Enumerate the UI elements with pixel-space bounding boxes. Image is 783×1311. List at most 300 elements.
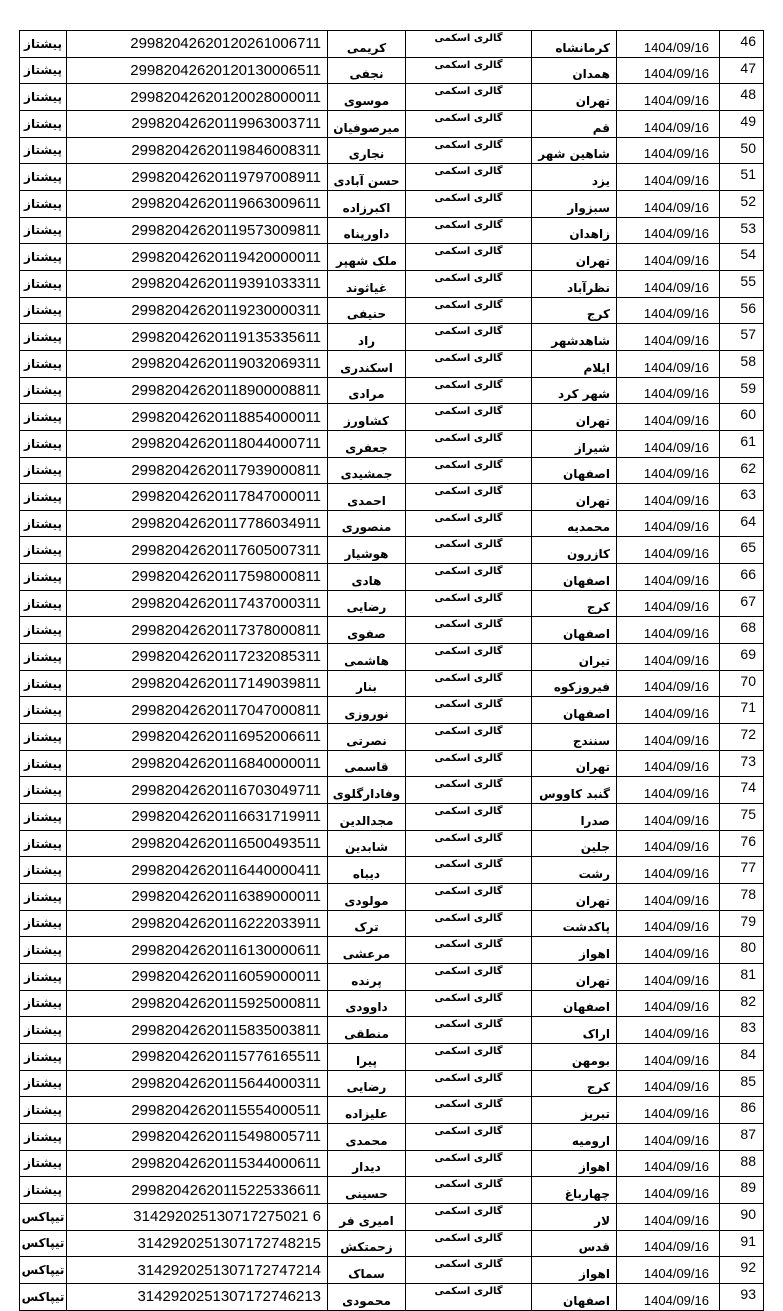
- tracking-number-cell: 29982042620119032069311: [67, 350, 328, 377]
- courier-cell: تیپاکس: [20, 1230, 67, 1257]
- date-cell: 1404/09/16: [617, 457, 720, 484]
- department-cell: گالری اسکمی: [406, 1177, 532, 1204]
- recipient-name-cell: محمدی: [328, 1123, 406, 1150]
- tracking-number-cell: 29982042620116703049711: [67, 777, 328, 804]
- courier-cell: پیشتاز: [20, 724, 67, 751]
- department-cell: گالری اسکمی: [406, 1150, 532, 1177]
- city-cell: تهران: [532, 963, 617, 990]
- department-cell: گالری اسکمی: [406, 457, 532, 484]
- row-number-cell: 50: [720, 137, 764, 164]
- table-row: [20, 750, 764, 777]
- city-cell: شهر کرد: [532, 377, 617, 404]
- tracking-number-cell: 29982042620118854000011: [67, 404, 328, 431]
- recipient-name-cell: مرادی: [328, 377, 406, 404]
- department-cell: گالری اسکمی: [406, 937, 532, 964]
- table-row: [20, 1150, 764, 1177]
- date-cell: 1404/09/16: [617, 1097, 720, 1124]
- recipient-name-cell: زحمتکش: [328, 1230, 406, 1257]
- tracking-number-cell: 29982042620119797008911: [67, 164, 328, 191]
- courier-cell: پیشتاز: [20, 324, 67, 351]
- table-row: [20, 57, 764, 84]
- table-row: [20, 670, 764, 697]
- table-row: [20, 1283, 764, 1310]
- row-number-cell: 54: [720, 244, 764, 271]
- department-cell: گالری اسکمی: [406, 1070, 532, 1097]
- recipient-name-cell: قاسمی: [328, 750, 406, 777]
- date-cell: 1404/09/16: [617, 1123, 720, 1150]
- courier-cell: تیپاکس: [20, 1283, 67, 1310]
- tracking-number-cell: 314292025130717275021 6: [67, 1203, 328, 1230]
- recipient-name-cell: نوروزی: [328, 697, 406, 724]
- courier-cell: پیشتاز: [20, 884, 67, 911]
- date-cell: 1404/09/16: [617, 430, 720, 457]
- tracking-number-cell: 29982042620116222033911: [67, 910, 328, 937]
- city-cell: اصفهان: [532, 457, 617, 484]
- date-cell: 1404/09/16: [617, 750, 720, 777]
- courier-cell: تیپاکس: [20, 1203, 67, 1230]
- table-row: [20, 617, 764, 644]
- date-cell: 1404/09/16: [617, 484, 720, 511]
- table-row: [20, 84, 764, 111]
- courier-cell: پیشتاز: [20, 297, 67, 324]
- row-number-cell: 61: [720, 430, 764, 457]
- row-number-cell: 55: [720, 270, 764, 297]
- tracking-number-cell: 29982042620116500493511: [67, 830, 328, 857]
- table-row: [20, 244, 764, 271]
- department-cell: گالری اسکمی: [406, 537, 532, 564]
- courier-cell: پیشتاز: [20, 990, 67, 1017]
- recipient-name-cell: میرصوفیان: [328, 110, 406, 137]
- city-cell: فیروزکوه: [532, 670, 617, 697]
- city-cell: تهران: [532, 884, 617, 911]
- row-number-cell: 68: [720, 617, 764, 644]
- date-cell: 1404/09/16: [617, 644, 720, 671]
- table-row: [20, 430, 764, 457]
- department-cell: گالری اسکمی: [406, 1043, 532, 1070]
- table-row: [20, 270, 764, 297]
- row-number-cell: 62: [720, 457, 764, 484]
- city-cell: تهران: [532, 750, 617, 777]
- table-row: [20, 404, 764, 431]
- row-number-cell: 78: [720, 884, 764, 911]
- tracking-number-cell: 29982042620115498005711: [67, 1123, 328, 1150]
- courier-cell: پیشتاز: [20, 270, 67, 297]
- table-row: [20, 1257, 764, 1284]
- tracking-number-cell: 29982042620120028000011: [67, 84, 328, 111]
- table-row: [20, 164, 764, 191]
- row-number-cell: 88: [720, 1150, 764, 1177]
- tracking-number-cell: 3142920251307172748215: [67, 1230, 328, 1257]
- tracking-number-cell: 29982042620117437000311: [67, 590, 328, 617]
- city-cell: لار: [532, 1203, 617, 1230]
- date-cell: 1404/09/16: [617, 884, 720, 911]
- department-cell: گالری اسکمی: [406, 1017, 532, 1044]
- department-cell: گالری اسکمی: [406, 484, 532, 511]
- recipient-name-cell: امیری فر: [328, 1203, 406, 1230]
- courier-cell: پیشتاز: [20, 777, 67, 804]
- tracking-number-cell: 29982042620119135335611: [67, 324, 328, 351]
- recipient-name-cell: نجاری: [328, 137, 406, 164]
- date-cell: 1404/09/16: [617, 830, 720, 857]
- row-number-cell: 67: [720, 590, 764, 617]
- table-row: [20, 990, 764, 1017]
- city-cell: سنندج: [532, 724, 617, 751]
- row-number-cell: 56: [720, 297, 764, 324]
- table-row: [20, 217, 764, 244]
- date-cell: 1404/09/16: [617, 617, 720, 644]
- recipient-name-cell: موسوی: [328, 84, 406, 111]
- department-cell: گالری اسکمی: [406, 670, 532, 697]
- department-cell: گالری اسکمی: [406, 84, 532, 111]
- courier-cell: پیشتاز: [20, 110, 67, 137]
- department-cell: گالری اسکمی: [406, 590, 532, 617]
- courier-cell: پیشتاز: [20, 484, 67, 511]
- table-row: [20, 804, 764, 831]
- courier-cell: پیشتاز: [20, 830, 67, 857]
- row-number-cell: 64: [720, 510, 764, 537]
- row-number-cell: 66: [720, 564, 764, 591]
- row-number-cell: 60: [720, 404, 764, 431]
- courier-cell: پیشتاز: [20, 537, 67, 564]
- city-cell: یزد: [532, 164, 617, 191]
- recipient-name-cell: ترک: [328, 910, 406, 937]
- city-cell: چهارباغ: [532, 1177, 617, 1204]
- courier-cell: پیشتاز: [20, 590, 67, 617]
- city-cell: محمدیه: [532, 510, 617, 537]
- tracking-number-cell: 3142920251307172747214: [67, 1257, 328, 1284]
- department-cell: گالری اسکمی: [406, 1257, 532, 1284]
- courier-cell: پیشتاز: [20, 963, 67, 990]
- tracking-number-cell: 29982042620119963003711: [67, 110, 328, 137]
- tracking-number-cell: 29982042620115344000611: [67, 1150, 328, 1177]
- row-number-cell: 77: [720, 857, 764, 884]
- department-cell: گالری اسکمی: [406, 57, 532, 84]
- city-cell: پاکدشت: [532, 910, 617, 937]
- row-number-cell: 90: [720, 1203, 764, 1230]
- shipments-table: [19, 30, 764, 1311]
- tracking-number-cell: 29982042620116130000611: [67, 937, 328, 964]
- date-cell: 1404/09/16: [617, 804, 720, 831]
- courier-cell: پیشتاز: [20, 457, 67, 484]
- date-cell: 1404/09/16: [617, 564, 720, 591]
- department-cell: گالری اسکمی: [406, 510, 532, 537]
- city-cell: اصفهان: [532, 564, 617, 591]
- courier-cell: پیشتاز: [20, 617, 67, 644]
- tracking-number-cell: 29982042620116389000011: [67, 884, 328, 911]
- table-row: [20, 963, 764, 990]
- row-number-cell: 92: [720, 1257, 764, 1284]
- date-cell: 1404/09/16: [617, 297, 720, 324]
- row-number-cell: 65: [720, 537, 764, 564]
- tracking-number-cell: 29982042620116952006611: [67, 724, 328, 751]
- department-cell: گالری اسکمی: [406, 217, 532, 244]
- table-row: [20, 884, 764, 911]
- row-number-cell: 89: [720, 1177, 764, 1204]
- table-row: [20, 297, 764, 324]
- row-number-cell: 84: [720, 1043, 764, 1070]
- row-number-cell: 49: [720, 110, 764, 137]
- row-number-cell: 57: [720, 324, 764, 351]
- courier-cell: پیشتاز: [20, 404, 67, 431]
- department-cell: گالری اسکمی: [406, 377, 532, 404]
- date-cell: 1404/09/16: [617, 1070, 720, 1097]
- tracking-number-cell: 29982042620117149039811: [67, 670, 328, 697]
- city-cell: کرج: [532, 297, 617, 324]
- courier-cell: پیشتاز: [20, 510, 67, 537]
- recipient-name-cell: بنار: [328, 670, 406, 697]
- date-cell: 1404/09/16: [617, 57, 720, 84]
- tracking-number-cell: 29982042620115835003811: [67, 1017, 328, 1044]
- row-number-cell: 74: [720, 777, 764, 804]
- row-number-cell: 69: [720, 644, 764, 671]
- tracking-number-cell: 29982042620116631719911: [67, 804, 328, 831]
- courier-cell: پیشتاز: [20, 1097, 67, 1124]
- recipient-name-cell: راد: [328, 324, 406, 351]
- recipient-name-cell: منصوری: [328, 510, 406, 537]
- city-cell: ارومیه: [532, 1123, 617, 1150]
- department-cell: گالری اسکمی: [406, 910, 532, 937]
- courier-cell: پیشتاز: [20, 644, 67, 671]
- courier-cell: پیشتاز: [20, 190, 67, 217]
- recipient-name-cell: صفوی: [328, 617, 406, 644]
- department-cell: گالری اسکمی: [406, 404, 532, 431]
- courier-cell: پیشتاز: [20, 377, 67, 404]
- table-row: [20, 190, 764, 217]
- table-row: [20, 1230, 764, 1257]
- department-cell: گالری اسکمی: [406, 1097, 532, 1124]
- date-cell: 1404/09/16: [617, 857, 720, 884]
- date-cell: 1404/09/16: [617, 217, 720, 244]
- city-cell: گنبد کاووس: [532, 777, 617, 804]
- department-cell: گالری اسکمی: [406, 137, 532, 164]
- city-cell: بومهن: [532, 1043, 617, 1070]
- city-cell: تهران: [532, 244, 617, 271]
- row-number-cell: 47: [720, 57, 764, 84]
- row-number-cell: 75: [720, 804, 764, 831]
- table-row: [20, 1070, 764, 1097]
- tracking-number-cell: 29982042620116840000011: [67, 750, 328, 777]
- recipient-name-cell: محمودی: [328, 1283, 406, 1310]
- recipient-name-cell: داورپناه: [328, 217, 406, 244]
- department-cell: گالری اسکمی: [406, 350, 532, 377]
- recipient-name-cell: پرنده: [328, 963, 406, 990]
- department-cell: گالری اسکمی: [406, 990, 532, 1017]
- date-cell: 1404/09/16: [617, 963, 720, 990]
- city-cell: تیران: [532, 644, 617, 671]
- department-cell: گالری اسکمی: [406, 857, 532, 884]
- city-cell: تبریز: [532, 1097, 617, 1124]
- recipient-name-cell: رضایی: [328, 590, 406, 617]
- row-number-cell: 85: [720, 1070, 764, 1097]
- courier-cell: پیشتاز: [20, 350, 67, 377]
- row-number-cell: 76: [720, 830, 764, 857]
- row-number-cell: 70: [720, 670, 764, 697]
- tracking-number-cell: 29982042620115644000311: [67, 1070, 328, 1097]
- table-row: [20, 910, 764, 937]
- department-cell: گالری اسکمی: [406, 750, 532, 777]
- date-cell: 1404/09/16: [617, 590, 720, 617]
- tracking-number-cell: 29982042620116059000011: [67, 963, 328, 990]
- recipient-name-cell: غیاثوند: [328, 270, 406, 297]
- courier-cell: پیشتاز: [20, 31, 67, 58]
- date-cell: 1404/09/16: [617, 1257, 720, 1284]
- table-row: [20, 510, 764, 537]
- date-cell: 1404/09/16: [617, 190, 720, 217]
- recipient-name-cell: ملک شهپر: [328, 244, 406, 271]
- city-cell: نظرآباد: [532, 270, 617, 297]
- city-cell: کازرون: [532, 537, 617, 564]
- table-row: [20, 724, 764, 751]
- city-cell: شاهدشهر: [532, 324, 617, 351]
- courier-cell: پیشتاز: [20, 57, 67, 84]
- date-cell: 1404/09/16: [617, 350, 720, 377]
- row-number-cell: 80: [720, 937, 764, 964]
- table-row: [20, 484, 764, 511]
- recipient-name-cell: احمدی: [328, 484, 406, 511]
- department-cell: گالری اسکمی: [406, 297, 532, 324]
- courier-cell: پیشتاز: [20, 804, 67, 831]
- city-cell: اهواز: [532, 1257, 617, 1284]
- row-number-cell: 83: [720, 1017, 764, 1044]
- city-cell: شیراز: [532, 430, 617, 457]
- department-cell: گالری اسکمی: [406, 777, 532, 804]
- recipient-name-cell: حسن آبادی: [328, 164, 406, 191]
- courier-cell: پیشتاز: [20, 1123, 67, 1150]
- tracking-number-cell: 29982042620119420000011: [67, 244, 328, 271]
- recipient-name-cell: مرعشی: [328, 937, 406, 964]
- recipient-name-cell: نجفی: [328, 57, 406, 84]
- table-row: [20, 137, 764, 164]
- recipient-name-cell: نصرتی: [328, 724, 406, 751]
- recipient-name-cell: حنیفی: [328, 297, 406, 324]
- courier-cell: پیشتاز: [20, 857, 67, 884]
- date-cell: 1404/09/16: [617, 404, 720, 431]
- city-cell: جلین: [532, 830, 617, 857]
- tracking-number-cell: 3142920251307172746213: [67, 1283, 328, 1310]
- tracking-number-cell: 29982042620119230000311: [67, 297, 328, 324]
- date-cell: 1404/09/16: [617, 1203, 720, 1230]
- city-cell: شاهین شهر: [532, 137, 617, 164]
- department-cell: گالری اسکمی: [406, 724, 532, 751]
- date-cell: 1404/09/16: [617, 697, 720, 724]
- row-number-cell: 63: [720, 484, 764, 511]
- city-cell: قدس: [532, 1230, 617, 1257]
- department-cell: گالری اسکمی: [406, 830, 532, 857]
- recipient-name-cell: اکبرزاده: [328, 190, 406, 217]
- table-row: [20, 644, 764, 671]
- row-number-cell: 87: [720, 1123, 764, 1150]
- tracking-number-cell: 29982042620117786034911: [67, 510, 328, 537]
- tracking-number-cell: 29982042620120261006711: [67, 31, 328, 58]
- date-cell: 1404/09/16: [617, 1177, 720, 1204]
- date-cell: 1404/09/16: [617, 910, 720, 937]
- date-cell: 1404/09/16: [617, 1017, 720, 1044]
- department-cell: گالری اسکمی: [406, 110, 532, 137]
- courier-cell: پیشتاز: [20, 217, 67, 244]
- table-row: [20, 830, 764, 857]
- row-number-cell: 79: [720, 910, 764, 937]
- tracking-number-cell: 29982042620115225336611: [67, 1177, 328, 1204]
- city-cell: اراک: [532, 1017, 617, 1044]
- city-cell: تهران: [532, 404, 617, 431]
- courier-cell: پیشتاز: [20, 244, 67, 271]
- recipient-name-cell: هاشمی: [328, 644, 406, 671]
- row-number-cell: 71: [720, 697, 764, 724]
- courier-cell: پیشتاز: [20, 430, 67, 457]
- row-number-cell: 86: [720, 1097, 764, 1124]
- row-number-cell: 93: [720, 1283, 764, 1310]
- city-cell: زاهدان: [532, 217, 617, 244]
- row-number-cell: 73: [720, 750, 764, 777]
- department-cell: گالری اسکمی: [406, 564, 532, 591]
- date-cell: 1404/09/16: [617, 724, 720, 751]
- courier-cell: پیشتاز: [20, 910, 67, 937]
- courier-cell: پیشتاز: [20, 1017, 67, 1044]
- table-row: [20, 1097, 764, 1124]
- date-cell: 1404/09/16: [617, 1230, 720, 1257]
- table-row: [20, 31, 764, 58]
- city-cell: اصفهان: [532, 697, 617, 724]
- row-number-cell: 58: [720, 350, 764, 377]
- recipient-name-cell: علیزاده: [328, 1097, 406, 1124]
- table-row: [20, 1177, 764, 1204]
- row-number-cell: 52: [720, 190, 764, 217]
- department-cell: گالری اسکمی: [406, 31, 532, 58]
- date-cell: 1404/09/16: [617, 31, 720, 58]
- city-cell: اهواز: [532, 1150, 617, 1177]
- city-cell: کرج: [532, 1070, 617, 1097]
- table-row: [20, 937, 764, 964]
- city-cell: قم: [532, 110, 617, 137]
- department-cell: گالری اسکمی: [406, 644, 532, 671]
- row-number-cell: 82: [720, 990, 764, 1017]
- recipient-name-cell: کشاورز: [328, 404, 406, 431]
- date-cell: 1404/09/16: [617, 377, 720, 404]
- city-cell: اهواز: [532, 937, 617, 964]
- tracking-number-cell: 29982042620117378000811: [67, 617, 328, 644]
- tracking-number-cell: 29982042620117047000811: [67, 697, 328, 724]
- city-cell: اصفهان: [532, 617, 617, 644]
- date-cell: 1404/09/16: [617, 270, 720, 297]
- department-cell: گالری اسکمی: [406, 164, 532, 191]
- recipient-name-cell: سماک: [328, 1257, 406, 1284]
- department-cell: گالری اسکمی: [406, 270, 532, 297]
- tracking-number-cell: 29982042620117939000811: [67, 457, 328, 484]
- tracking-number-cell: 29982042620115554000511: [67, 1097, 328, 1124]
- courier-cell: پیشتاز: [20, 1070, 67, 1097]
- row-number-cell: 48: [720, 84, 764, 111]
- date-cell: 1404/09/16: [617, 537, 720, 564]
- row-number-cell: 46: [720, 31, 764, 58]
- tracking-number-cell: 29982042620115925000811: [67, 990, 328, 1017]
- courier-cell: پیشتاز: [20, 697, 67, 724]
- recipient-name-cell: کریمی: [328, 31, 406, 58]
- tracking-number-cell: 29982042620118044000711: [67, 430, 328, 457]
- recipient-name-cell: مجدالدین: [328, 804, 406, 831]
- table-row: [20, 377, 764, 404]
- table-row: [20, 857, 764, 884]
- shipments-table-body: [20, 31, 764, 1311]
- department-cell: گالری اسکمی: [406, 324, 532, 351]
- department-cell: گالری اسکمی: [406, 430, 532, 457]
- courier-cell: پیشتاز: [20, 1043, 67, 1070]
- department-cell: گالری اسکمی: [406, 884, 532, 911]
- date-cell: 1404/09/16: [617, 164, 720, 191]
- row-number-cell: 51: [720, 164, 764, 191]
- recipient-name-cell: اسکندری: [328, 350, 406, 377]
- date-cell: 1404/09/16: [617, 990, 720, 1017]
- city-cell: ایلام: [532, 350, 617, 377]
